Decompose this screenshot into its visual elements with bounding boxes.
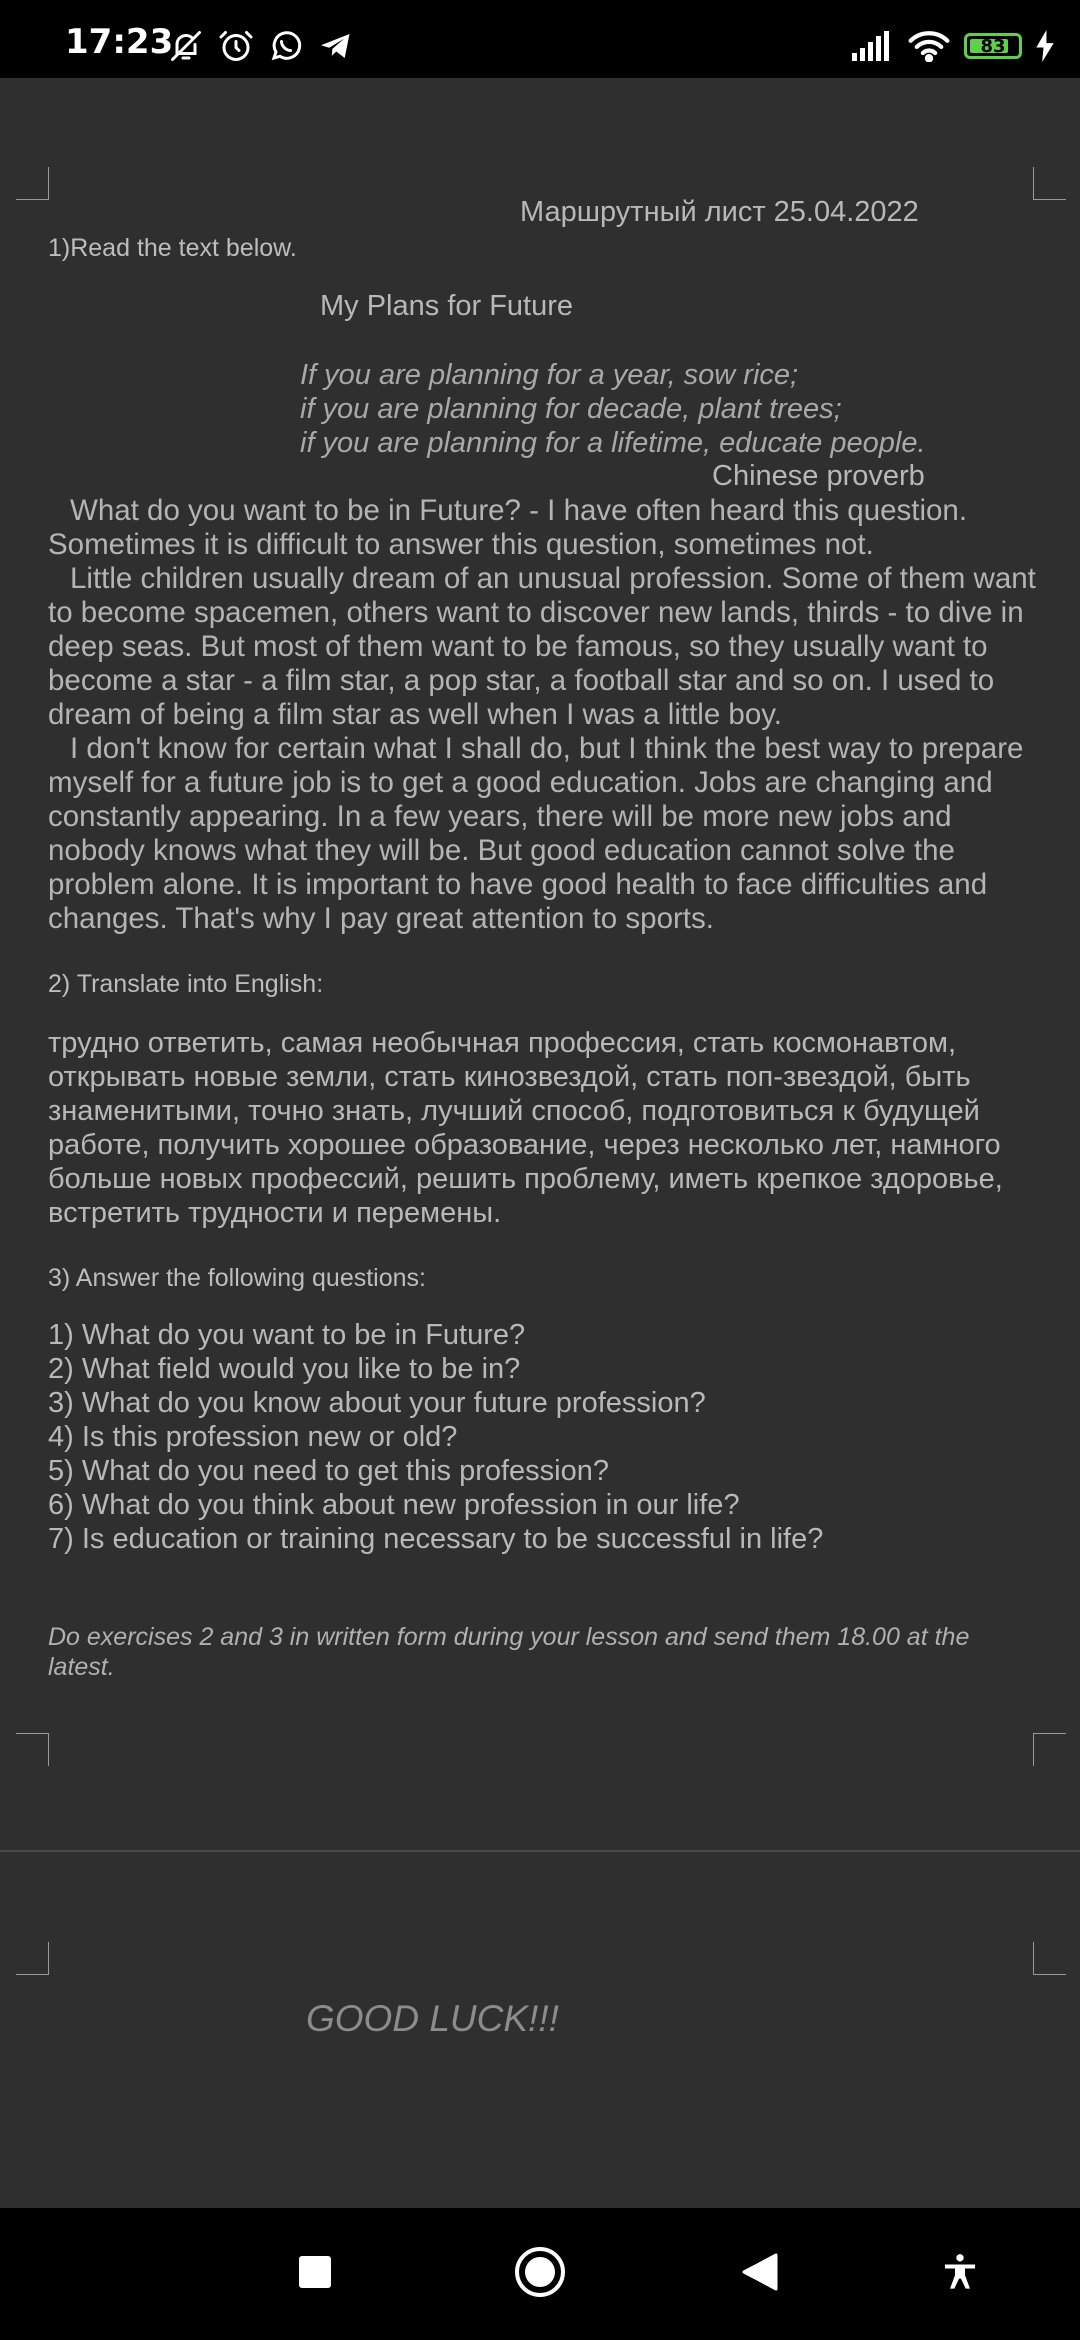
question-list <box>48 1318 823 1556</box>
question-item: 2) What field would you like to be in? <box>48 1353 521 1385</box>
epigraph-line: if you are planning for a lifetime, educate people. <box>300 427 926 459</box>
status-time: 17:23 <box>65 22 174 62</box>
system-icons <box>852 26 1054 66</box>
task2-heading: 2) Translate into English: <box>48 970 324 998</box>
instructions-note: Do exercises 2 and 3 in written form during your lesson and send them 18.00 at the latest. <box>48 1623 970 1681</box>
document-title: My Plans for Future <box>320 290 574 322</box>
home-circle-icon <box>514 2246 566 2303</box>
alarm-icon <box>218 28 254 64</box>
home-button[interactable] <box>505 2208 575 2340</box>
task3-heading: 3) Answer the following questions: <box>48 1264 426 1292</box>
recents-square-icon <box>299 2256 331 2293</box>
question-item: 4) Is this profession new or old? <box>48 1421 458 1453</box>
back-triangle-icon <box>742 2253 778 2296</box>
page-divider <box>0 1850 1080 1852</box>
battery-icon <box>964 33 1022 59</box>
epigraph-source: Chinese proverb <box>712 460 925 492</box>
whatsapp-icon <box>268 28 304 64</box>
question-item: 6) What do you think about new profession in our life? <box>48 1489 740 1521</box>
battery-level: 83 <box>980 35 1006 57</box>
paragraph: Little children usually dream of an unusual profession. Some of them want to become spacemen, others want to discover new lands, thirds - to dive in deep seas. But most of them want to be famous, so they usually want to become a star - a film star, a pop star, a football star and so on. I used to dream of being a film star as well when I was a little boy. <box>48 562 1036 731</box>
accessibility-icon <box>940 2252 980 2297</box>
bell-off-icon <box>168 28 204 64</box>
document-header: Маршрутный лист 25.04.2022 <box>520 196 919 228</box>
question-item: 5) What do you need to get this profession? <box>48 1455 610 1487</box>
charging-icon <box>1036 30 1054 62</box>
accessibility-button[interactable] <box>925 2208 995 2340</box>
good-luck-text: GOOD LUCK!!! <box>306 1998 559 2039</box>
navigation-bar <box>0 2208 1080 2340</box>
back-button[interactable] <box>725 2208 795 2340</box>
wifi-icon <box>908 30 950 62</box>
crop-mark <box>16 1733 49 1766</box>
telegram-icon <box>318 28 354 64</box>
crop-mark <box>1033 1733 1066 1766</box>
document-viewer[interactable] <box>0 78 1080 2208</box>
question-item: 1) What do you want to be in Future? <box>48 1319 526 1351</box>
crop-mark <box>16 167 49 200</box>
epigraph-line: If you are planning for a year, sow rice; <box>300 359 799 391</box>
crop-mark <box>1033 167 1066 200</box>
recents-button[interactable] <box>280 2208 350 2340</box>
question-item: 3) What do you know about your future profession? <box>48 1387 706 1419</box>
status-bar <box>0 0 1080 78</box>
paragraph: I don't know for certain what I shall do, but I think the best way to prepare myself for a future job is to get a good education. Jobs are changing and constantly appearing. In a few years, there will be more new jobs and nobody knows what they will be. But good education cannot solve the problem alone. It is important to have good health to face difficulties and changes. That's why I pay great attention to sports. <box>48 732 1024 935</box>
epigraph-line: if you are planning for decade, plant trees; <box>300 393 842 425</box>
signal-icon <box>852 31 894 61</box>
crop-mark <box>16 1942 49 1975</box>
epigraph <box>300 358 926 460</box>
crop-mark <box>1033 1942 1066 1975</box>
question-item: 7) Is education or training necessary to be successful in life? <box>48 1523 824 1555</box>
reading-text <box>48 494 1038 936</box>
translate-words: трудно ответить, самая необычная профессия, стать космонавтом, открывать новые земли, стать кинозвездой, стать поп-звездой, быть знаменитыми, точно знать, лучший способ, подготовиться к будущей работе, получить хорошее образование, через несколько лет, намного больше новых профессий, решить проблему, иметь крепкое здоровье, встретить трудности и перемены. <box>48 1027 1003 1229</box>
task1-heading: 1)Read the text below. <box>48 234 297 262</box>
paragraph: What do you want to be in Future? - I have often heard this question. Sometimes it is difficult to answer this question, sometimes not. <box>48 494 968 561</box>
notification-icons <box>168 26 354 66</box>
